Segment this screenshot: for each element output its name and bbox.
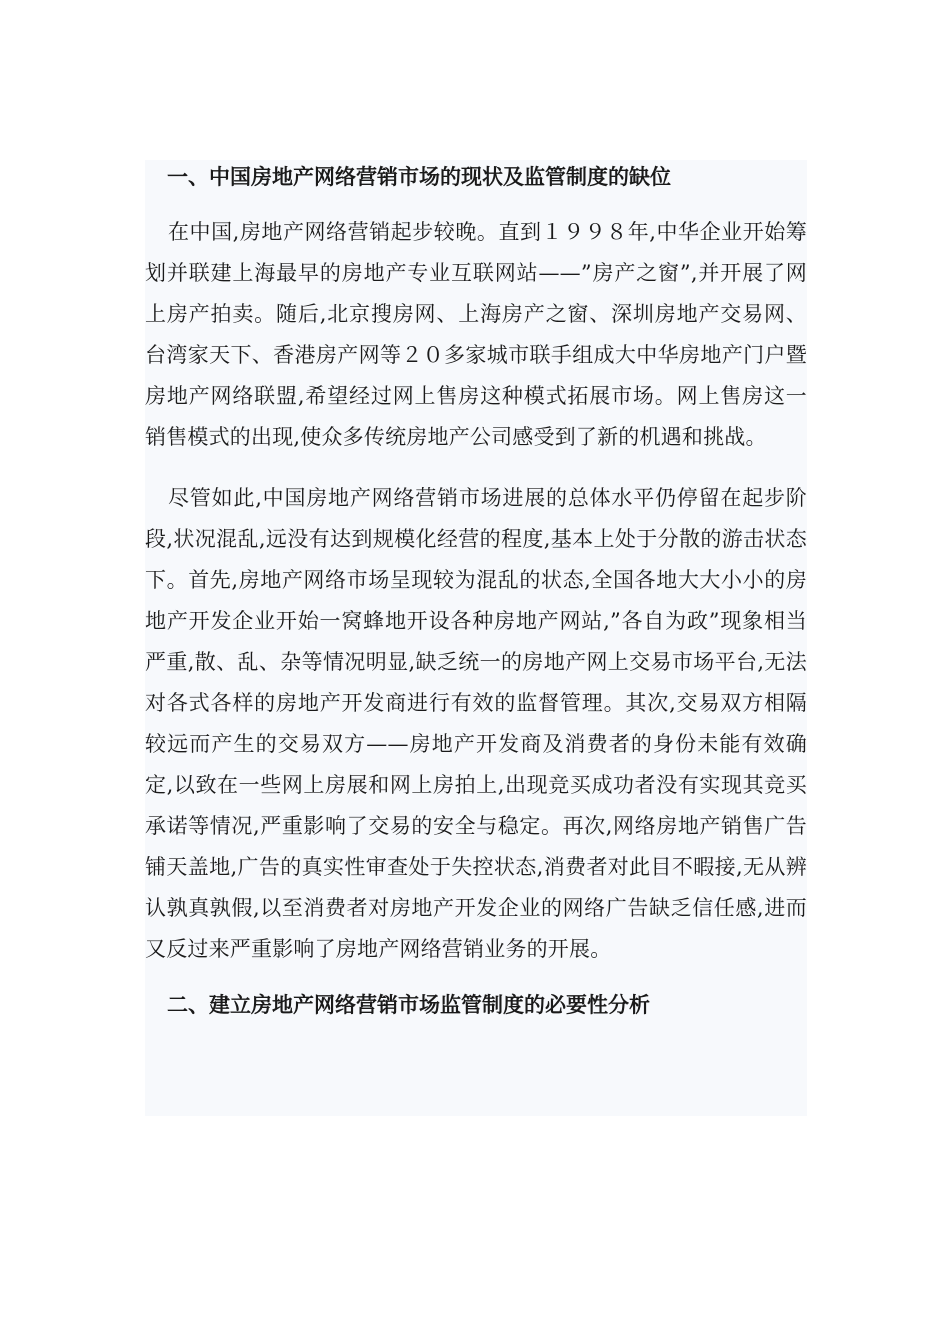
document-body xyxy=(145,160,807,1116)
section-heading-1: 一、中国房地产网络营销市场的现状及监管制度的缺位 xyxy=(167,164,671,189)
paragraph-1: 在中国,房地产网络营销起步较晚。直到１９９８年,中华企业开始筹划并联建上海最早的房地产专业互联网站——”房产之窗”,并开展了网上房产拍卖。随后,北京搜房网、上海房产之窗、深圳房地产交易网、台湾家天下、香港房产网等２０多家城市联手组成大中华房地产门户暨房地产网络联盟,希望经过网上售房这种模式拓展市场。网上售房这一销售模式的出现,使众多传统房地产公司感受到了新的机遇和挑战。 xyxy=(145,220,807,449)
section-heading-2: 二、建立房地产网络营销市场监管制度的必要性分析 xyxy=(167,992,650,1017)
paragraph-2: 尽管如此,中国房地产网络营销市场进展的总体水平仍停留在起步阶段,状况混乱,远没有达到规模化经营的程度,基本上处于分散的游击状态下。首先,房地产网络市场呈现较为混乱的状态,全国各地大大小小的房地产开发企业开始一窝蜂地开设各种房地产网站,”各自为政”现象相当严重,散、乱、杂等情况明显,缺乏统一的房地产网上交易市场平台,无法对各式各样的房地产开发商进行有效的监督管理。其次,交易双方相隔较远而产生的交易双方——房地产开发商及消费者的身份未能有效确定,以致在一些网上房展和网上房拍上,出现竞买成功者没有实现其竞买承诺等情况,严重影响了交易的安全与稳定。再次,网络房地产销售广告铺天盖地,广告的真实性审查处于失控状态,消费者对此目不暇接,无从辨认孰真孰假,以至消费者对房地产开发企业的网络广告缺乏信任感,进而又反过来严重影响了房地产网络营销业务的开展。 xyxy=(145,486,807,961)
